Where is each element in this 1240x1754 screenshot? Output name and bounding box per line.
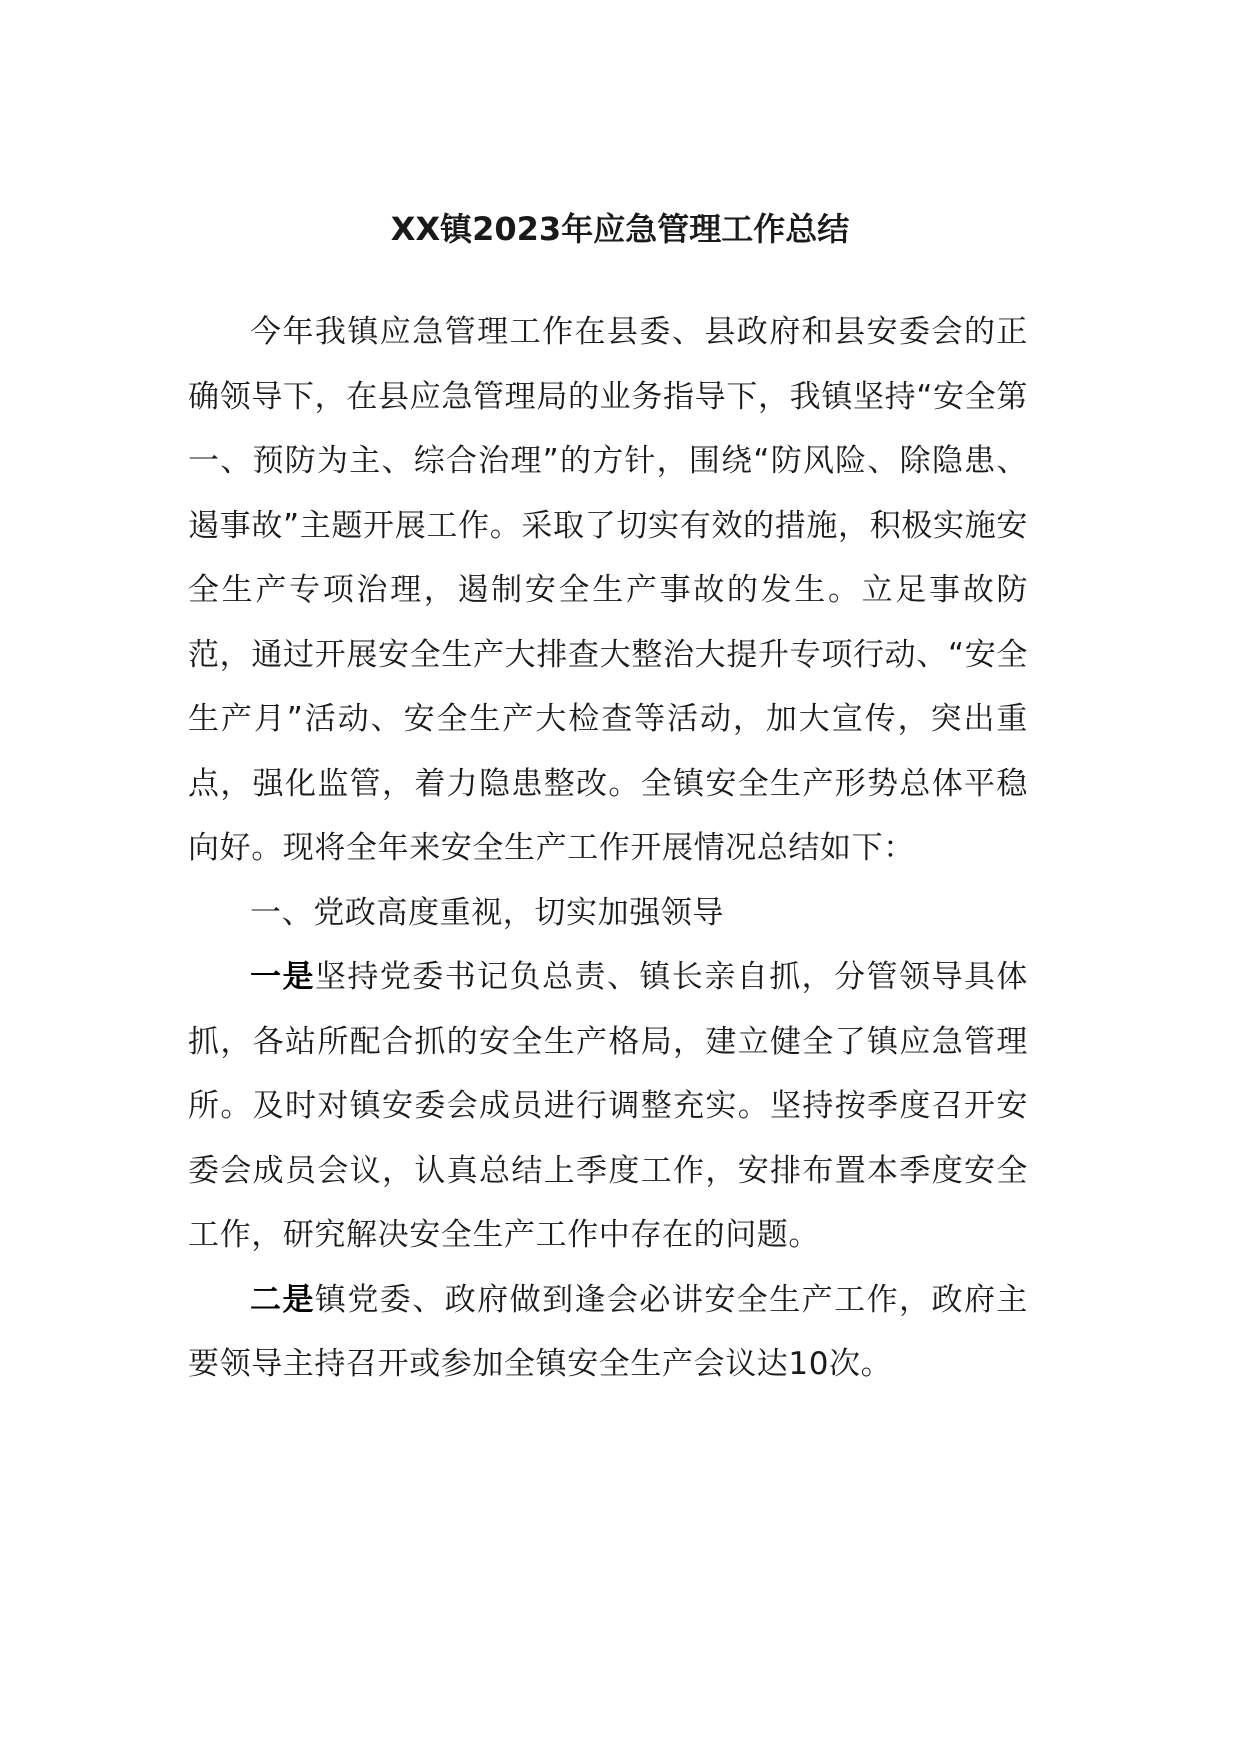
section-heading — [188, 881, 1028, 946]
document-body — [188, 300, 1028, 1397]
paragraph-text: 今年我镇应急管理工作在县委、县政府和县安委会的正确领导下，在县应急管理局的业务指导下，我镇坚持“安全第一、预防为主、综合治理”的方针，围绕“防风险、除隐患、遏事故”主题开展工作。采取了切实有效的措施，积极实施安全生产专项治理，遏制安全生产事故的发生。立足事故防范，通过开展安全生产大排查大整治大提升专项行动、“安全生产月”活动、安全生产大检查等活动，加大宣传，突出重点，强化监管，着力隐患整改。全镇安全生产形势总体平稳向好。现将全年来安全生产工作开展情况总结如下： — [188, 314, 1028, 866]
paragraph-text: 一、党政高度重视，切实加强领导 — [250, 894, 724, 931]
paragraph-text: 坚持党委书记负总责、镇长亲自抓，分管领导具体抓，各站所配合抓的安全生产格局，建立健全了镇应急管理所。及时对镇安委会成员进行调整充实。坚持按季度召开安委会成员会议，认真总结上季度工作，安排布置本季度安全工作，研究解决安全生产工作中存在的问题。 — [188, 959, 1028, 1253]
point-two-paragraph — [188, 1268, 1028, 1397]
paragraph-lead: 一是 — [250, 959, 315, 995]
point-one-paragraph — [188, 945, 1028, 1268]
paragraph-lead: 二是 — [250, 1281, 315, 1318]
document-title: XX镇2023年应急管理工作总结 — [390, 210, 850, 248]
intro-paragraph — [188, 300, 1028, 881]
paragraph-text: 镇党委、政府做到逢会必讲安全生产工作，政府主要领导主持召开或参加全镇安全生产会议达10次。 — [188, 1281, 1028, 1382]
